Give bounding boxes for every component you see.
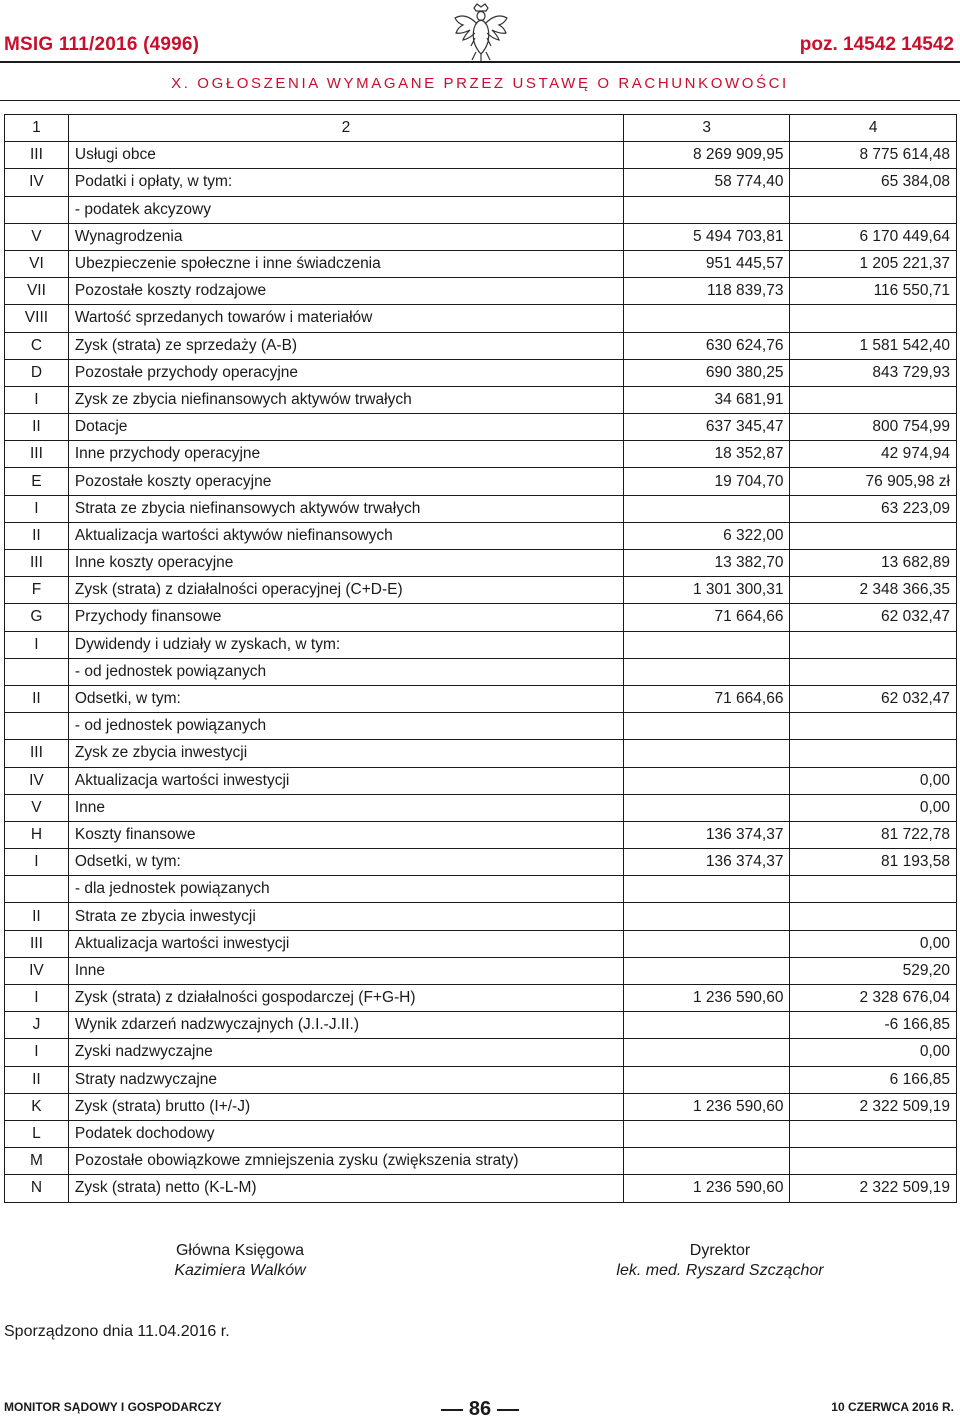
column-header: 2 xyxy=(68,115,623,142)
table-row xyxy=(5,1093,957,1120)
row-label: Strata ze zbycia inwestycji xyxy=(68,903,623,930)
table-header-row xyxy=(5,115,957,142)
row-label: Ubezpieczenie społeczne i inne świadczenia xyxy=(68,250,623,277)
table-row xyxy=(5,821,957,848)
value-current: 81 722,78 xyxy=(790,821,957,848)
table-row xyxy=(5,903,957,930)
value-current: 2 322 509,19 xyxy=(790,1093,957,1120)
footer-publisher: MONITOR SĄDOWY I GOSPODARCZY xyxy=(4,1400,222,1414)
row-number: I xyxy=(5,985,69,1012)
value-previous xyxy=(623,930,790,957)
table-row xyxy=(5,740,957,767)
row-number: III xyxy=(5,740,69,767)
value-previous: 5 494 703,81 xyxy=(623,223,790,250)
prepared-date: Sporządzono dnia 11.04.2016 r. xyxy=(4,1323,230,1340)
value-current xyxy=(790,876,957,903)
value-previous: 1 236 590,60 xyxy=(623,1093,790,1120)
row-number: II xyxy=(5,522,69,549)
table-row xyxy=(5,169,957,196)
position-number: poz. 14542 14542 xyxy=(799,34,954,55)
value-current: -6 166,85 xyxy=(790,1012,957,1039)
row-number: VII xyxy=(5,278,69,305)
column-header: 1 xyxy=(5,115,69,142)
row-number: III xyxy=(5,550,69,577)
value-current: 2 328 676,04 xyxy=(790,985,957,1012)
value-previous: 118 839,73 xyxy=(623,278,790,305)
value-previous: 1 236 590,60 xyxy=(623,985,790,1012)
row-number: L xyxy=(5,1120,69,1147)
value-current: 62 032,47 xyxy=(790,604,957,631)
table-row xyxy=(5,1039,957,1066)
row-number: II xyxy=(5,685,69,712)
row-number: I xyxy=(5,849,69,876)
table-row xyxy=(5,550,957,577)
value-current xyxy=(790,658,957,685)
footer-date: 10 CZERWCA 2016 R. xyxy=(831,1400,954,1414)
row-number: H xyxy=(5,821,69,848)
table-row xyxy=(5,196,957,223)
row-number xyxy=(5,713,69,740)
value-current: 800 754,99 xyxy=(790,414,957,441)
row-label: - od jednostek powiązanych xyxy=(68,713,623,740)
row-label: Odsetki, w tym: xyxy=(68,685,623,712)
row-number: IV xyxy=(5,169,69,196)
value-current xyxy=(790,1148,957,1175)
row-label: Zysk (strata) netto (K-L-M) xyxy=(68,1175,623,1202)
value-current: 81 193,58 xyxy=(790,849,957,876)
row-label: Pozostałe przychody operacyjne xyxy=(68,359,623,386)
row-label: Pozostałe koszty rodzajowe xyxy=(68,278,623,305)
row-label: Zysk (strata) z działalności gospodarczej (F+G-H) xyxy=(68,985,623,1012)
row-label: Straty nadzwyczajne xyxy=(68,1066,623,1093)
row-label: Inne xyxy=(68,957,623,984)
table-row xyxy=(5,305,957,332)
row-number: D xyxy=(5,359,69,386)
row-label: Przychody finansowe xyxy=(68,604,623,631)
value-previous: 630 624,76 xyxy=(623,332,790,359)
value-previous xyxy=(623,1039,790,1066)
row-label: Strata ze zbycia niefinansowych aktywów trwałych xyxy=(68,495,623,522)
row-number: III xyxy=(5,930,69,957)
value-previous xyxy=(623,305,790,332)
table-row xyxy=(5,250,957,277)
row-label: Inne przychody operacyjne xyxy=(68,441,623,468)
column-header: 3 xyxy=(623,115,790,142)
table-row xyxy=(5,1148,957,1175)
value-previous xyxy=(623,1066,790,1093)
value-current: 6 170 449,64 xyxy=(790,223,957,250)
table-row xyxy=(5,713,957,740)
table-row xyxy=(5,495,957,522)
row-label: Inne xyxy=(68,794,623,821)
value-current xyxy=(790,386,957,413)
value-previous xyxy=(623,740,790,767)
value-current: 116 550,71 xyxy=(790,278,957,305)
row-label: Aktualizacja wartości inwestycji xyxy=(68,767,623,794)
table-row xyxy=(5,332,957,359)
value-previous xyxy=(623,794,790,821)
value-previous: 6 322,00 xyxy=(623,522,790,549)
table-row xyxy=(5,849,957,876)
value-previous xyxy=(623,631,790,658)
value-current: 0,00 xyxy=(790,794,957,821)
row-number xyxy=(5,658,69,685)
row-number: III xyxy=(5,142,69,169)
table-row xyxy=(5,604,957,631)
table-row xyxy=(5,386,957,413)
value-current xyxy=(790,903,957,930)
row-label: Wynik zdarzeń nadzwyczajnych (J.I.-J.II.) xyxy=(68,1012,623,1039)
table-row xyxy=(5,794,957,821)
row-label: Usługi obce xyxy=(68,142,623,169)
publication-id: MSIG 111/2016 (4996) xyxy=(4,34,200,55)
row-number: I xyxy=(5,386,69,413)
value-previous: 71 664,66 xyxy=(623,604,790,631)
value-current: 2 348 366,35 xyxy=(790,577,957,604)
chief-accountant-title: Główna Księgowa xyxy=(175,1242,305,1259)
table-row xyxy=(5,876,957,903)
row-number: G xyxy=(5,604,69,631)
row-label: - podatek akcyzowy xyxy=(68,196,623,223)
row-label: Zysk (strata) ze sprzedaży (A-B) xyxy=(68,332,623,359)
value-previous: 951 445,57 xyxy=(623,250,790,277)
row-number: V xyxy=(5,794,69,821)
table-row xyxy=(5,414,957,441)
table-row xyxy=(5,223,957,250)
table-row xyxy=(5,985,957,1012)
value-current: 6 166,85 xyxy=(790,1066,957,1093)
table-row xyxy=(5,278,957,305)
value-current: 1 205 221,37 xyxy=(790,250,957,277)
page-number xyxy=(430,1398,530,1421)
page-dash-right xyxy=(497,1409,519,1411)
value-previous: 136 374,37 xyxy=(623,849,790,876)
section-rule xyxy=(0,100,960,101)
value-previous xyxy=(623,767,790,794)
row-number: I xyxy=(5,495,69,522)
row-label: Aktualizacja wartości inwestycji xyxy=(68,930,623,957)
table-row xyxy=(5,685,957,712)
row-label: Aktualizacja wartości aktywów niefinansowych xyxy=(68,522,623,549)
row-label: Wartość sprzedanych towarów i materiałów xyxy=(68,305,623,332)
row-label: Odsetki, w tym: xyxy=(68,849,623,876)
table-row xyxy=(5,631,957,658)
row-number: I xyxy=(5,1039,69,1066)
row-label: Zysk (strata) brutto (I+/-J) xyxy=(68,1093,623,1120)
table-row xyxy=(5,957,957,984)
table-row xyxy=(5,930,957,957)
row-number: VI xyxy=(5,250,69,277)
value-current xyxy=(790,522,957,549)
row-number: K xyxy=(5,1093,69,1120)
row-label: Dotacje xyxy=(68,414,623,441)
value-current xyxy=(790,196,957,223)
value-previous xyxy=(623,1148,790,1175)
income-statement-table xyxy=(4,114,957,1203)
value-previous: 1 236 590,60 xyxy=(623,1175,790,1202)
value-previous xyxy=(623,658,790,685)
value-current: 0,00 xyxy=(790,1039,957,1066)
column-header: 4 xyxy=(790,115,957,142)
row-label: Podatki i opłaty, w tym: xyxy=(68,169,623,196)
value-current: 2 322 509,19 xyxy=(790,1175,957,1202)
row-number: M xyxy=(5,1148,69,1175)
row-number: V xyxy=(5,223,69,250)
value-current xyxy=(790,1120,957,1147)
value-current: 65 384,08 xyxy=(790,169,957,196)
value-current: 76 905,98 zł xyxy=(790,468,957,495)
value-previous: 1 301 300,31 xyxy=(623,577,790,604)
row-number: C xyxy=(5,332,69,359)
row-number: N xyxy=(5,1175,69,1202)
row-number: IV xyxy=(5,957,69,984)
value-previous: 637 345,47 xyxy=(623,414,790,441)
row-number: F xyxy=(5,577,69,604)
row-label: Zysk ze zbycia inwestycji xyxy=(68,740,623,767)
value-current xyxy=(790,713,957,740)
table-row xyxy=(5,359,957,386)
value-current: 13 682,89 xyxy=(790,550,957,577)
header-rule xyxy=(0,61,960,63)
chief-accountant-name: Kazimiera Walków xyxy=(174,1262,306,1279)
row-label: Zyski nadzwyczajne xyxy=(68,1039,623,1066)
table-row xyxy=(5,468,957,495)
row-number: III xyxy=(5,441,69,468)
row-number: E xyxy=(5,468,69,495)
row-label: - dla jednostek powiązanych xyxy=(68,876,623,903)
value-previous xyxy=(623,196,790,223)
row-label: Wynagrodzenia xyxy=(68,223,623,250)
value-previous: 13 382,70 xyxy=(623,550,790,577)
page-dash-left xyxy=(441,1409,463,1411)
value-previous: 8 269 909,95 xyxy=(623,142,790,169)
row-number xyxy=(5,196,69,223)
value-previous xyxy=(623,903,790,930)
value-previous: 34 681,91 xyxy=(623,386,790,413)
value-previous: 690 380,25 xyxy=(623,359,790,386)
value-current: 8 775 614,48 xyxy=(790,142,957,169)
table-row xyxy=(5,1012,957,1039)
value-previous: 71 664,66 xyxy=(623,685,790,712)
row-number: II xyxy=(5,903,69,930)
table-row xyxy=(5,1120,957,1147)
value-previous xyxy=(623,713,790,740)
row-number: II xyxy=(5,414,69,441)
table-row xyxy=(5,142,957,169)
value-current: 0,00 xyxy=(790,930,957,957)
table-row xyxy=(5,1066,957,1093)
row-label: Inne koszty operacyjne xyxy=(68,550,623,577)
table-row xyxy=(5,767,957,794)
row-number: IV xyxy=(5,767,69,794)
value-previous: 136 374,37 xyxy=(623,821,790,848)
value-previous: 18 352,87 xyxy=(623,441,790,468)
value-current: 529,20 xyxy=(790,957,957,984)
polish-eagle-emblem-icon xyxy=(452,2,510,62)
director-title: Dyrektor xyxy=(689,1242,751,1259)
value-current: 0,00 xyxy=(790,767,957,794)
value-previous xyxy=(623,1012,790,1039)
table-row xyxy=(5,577,957,604)
row-label: Podatek dochodowy xyxy=(68,1120,623,1147)
row-label: Dywidendy i udziały w zyskach, w tym: xyxy=(68,631,623,658)
value-previous xyxy=(623,876,790,903)
value-current: 63 223,09 xyxy=(790,495,957,522)
table-row xyxy=(5,1175,957,1202)
value-current: 1 581 542,40 xyxy=(790,332,957,359)
row-number: J xyxy=(5,1012,69,1039)
row-label: Zysk ze zbycia niefinansowych aktywów trwałych xyxy=(68,386,623,413)
income-statement-body xyxy=(5,115,957,1203)
row-label: - od jednostek powiązanych xyxy=(68,658,623,685)
table-row xyxy=(5,658,957,685)
table-row xyxy=(5,522,957,549)
row-number: VIII xyxy=(5,305,69,332)
section-title: X. OGŁOSZENIA WYMAGANE PRZEZ USTAWĘ O RACHUNKOWOŚCI xyxy=(171,75,789,92)
row-label: Pozostałe koszty operacyjne xyxy=(68,468,623,495)
table-row xyxy=(5,441,957,468)
value-current xyxy=(790,305,957,332)
value-previous: 19 704,70 xyxy=(623,468,790,495)
row-label: Koszty finansowe xyxy=(68,821,623,848)
value-current xyxy=(790,631,957,658)
row-label: Pozostałe obowiązkowe zmniejszenia zysku (zwiększenia straty) xyxy=(68,1148,623,1175)
row-number: II xyxy=(5,1066,69,1093)
value-current: 62 032,47 xyxy=(790,685,957,712)
row-number: I xyxy=(5,631,69,658)
row-label: Zysk (strata) z działalności operacyjnej (C+D-E) xyxy=(68,577,623,604)
page-number-value: 86 xyxy=(468,1398,492,1420)
value-current: 843 729,93 xyxy=(790,359,957,386)
value-previous xyxy=(623,495,790,522)
row-number xyxy=(5,876,69,903)
value-previous xyxy=(623,957,790,984)
value-previous xyxy=(623,1120,790,1147)
value-current: 42 974,94 xyxy=(790,441,957,468)
value-current xyxy=(790,740,957,767)
director-name: lek. med. Ryszard Szcząchor xyxy=(616,1262,824,1279)
value-previous: 58 774,40 xyxy=(623,169,790,196)
